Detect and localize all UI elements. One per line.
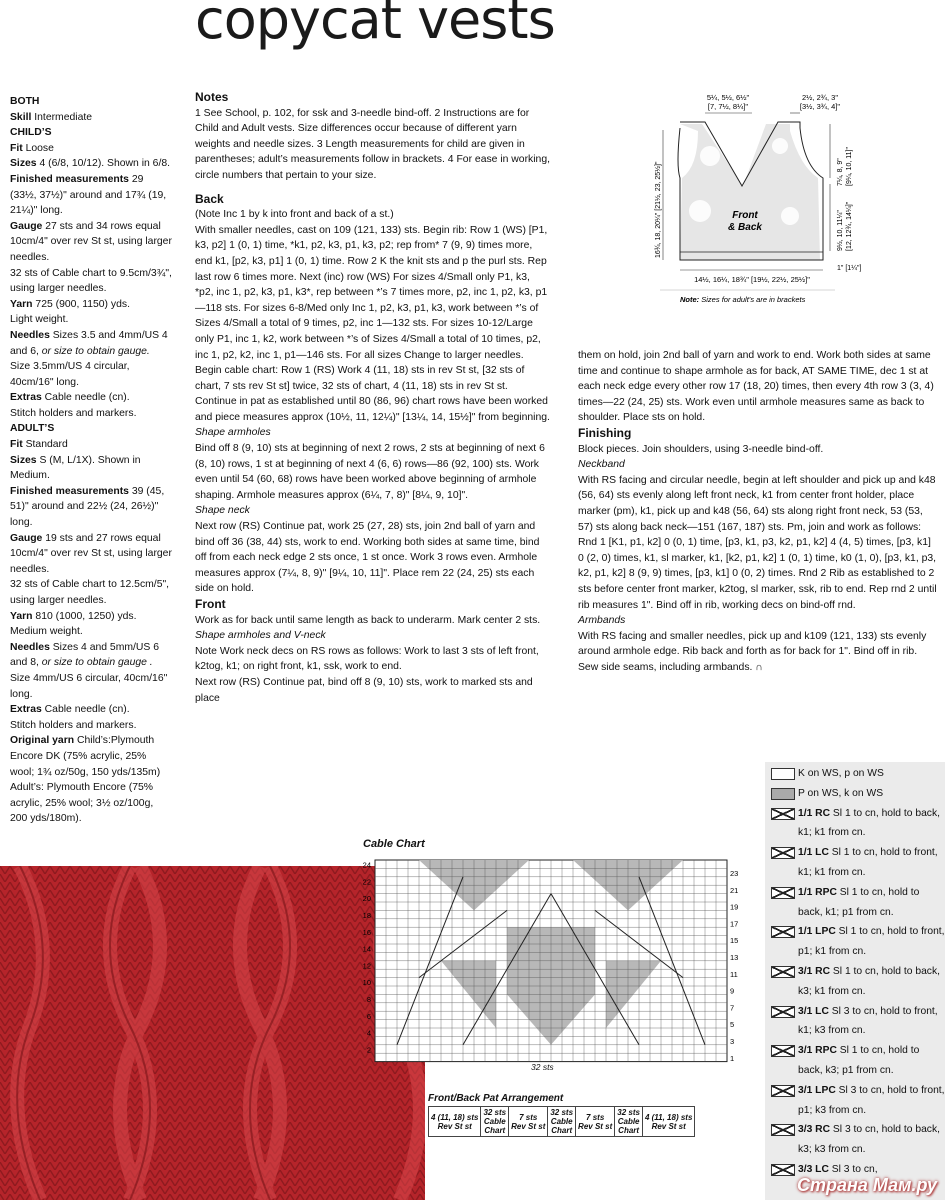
chart-tick-left: 6: [366, 1011, 371, 1021]
chart-tick-right: 1: [730, 1053, 735, 1063]
chart-tick-left: 8: [366, 994, 371, 1004]
legend-symbol: [771, 847, 795, 859]
arrangement-cell: 7 sts Rev St st: [576, 1107, 615, 1137]
legend-item: 3/3 LC Sl 3 to cn,: [771, 1160, 945, 1180]
adults-heading: ADULT’S: [10, 423, 55, 435]
legend-item: P on WS, k on WS: [771, 784, 945, 804]
svg-text:[7, 7½, 8¼]": [7, 7½, 8¼]": [707, 102, 749, 111]
legend-item: 1/1 RPC Sl 1 to cn, hold to back, k1; p1 from cn.: [771, 883, 945, 923]
page-title: copycat vests: [195, 0, 555, 51]
svg-text:[3½, 3¾, 4]": [3½, 3¾, 4]": [799, 102, 841, 111]
chart-tick-right: 17: [730, 919, 739, 929]
chart-tick-right: 11: [730, 969, 738, 979]
chart-tick-right: 21: [730, 885, 739, 895]
legend-symbol: [771, 1085, 795, 1097]
legend-symbol: [771, 768, 795, 780]
instructions-column: Notes 1 See School, p. 102, for ssk and 3-needle bind-off. 2 Instructions are for Child and Adult vests. Size differences occur because of different yarn weights and needle sizes. 3 Length measurements for child are given in parentheses; adult’s measurements follow in brackets. 4 For ease in working, circle numbers that pertain to your size. Back (Note Inc 1 by k into front and back of a st.) With smaller needles, cast on 109 (121, 133) sts. Begin rib: Row 1 (WS) [P1, k3, p2] 1 (0, 1) time, *k1, p2, k3, p1, k3, p2; rep from* 7 (9, 9) times more, end k1, [p2, k3, p1] 1 (0, 1) time. Row 2 K the knit sts and p the purl sts. Rep last row 6 times more. Next (inc) row (WS) For sizes 4/Small only P1, k3, *p2, inc 1, p2, k3, p1, k3*, rep between *’s 7 times more, p2, inc 1, p2, k3, p1—118 sts. For sizes 6-8/Med only Inc 1, p2, k3, p1, k3, work between *’s of Sizes 4/Small a total of 9 times, p2, inc 1—132 sts. For sizes 10-12/Large only P1, inc 1, k2, work between *’s of Sizes 4/Small a total of 10 times, p2, inc 1, p2, k2, inc 1, p1—146 sts. For all sizes Change to larger needles. Begin cable chart: Row 1 (RS) Work 4 (11, 18) sts in rev St st, [32 sts of chart, 7 sts rev St st] twice, 32 sts of chart, 4 (11, 18) sts in rev St st. Continue in pat as established until 80 (86, 96) chart rows have been worked and piece measures approx (10½, 11, 12¼)" [13¼, 14, 15½]" from beginning. Shape armholes Bind off 8 (9, 10) sts at beginning of next 2 rows, 2 sts at beginning of next 6 (8, 10) rows, 1 st at beginning of next 4 (6, 6) rows—86 (92, 100) sts. Work even until 54 (60, 68) rows have been worked above beginning of armhole shaping. Armhole measures approx (6¼, 7, 8)" [8¼, 9, 10]". Shape neck Next row (RS) Continue pat, work 25 (27, 28) sts, join 2nd ball of yarn and bind off 36 (38, 44) sts, work to end. Working both sides at same time, bind off from each neck edge 2 sts once, 1 st once. Work 3 rows even. Armhole measures approx (7¼, 8, 9)" [9¼, 10, 11]". Place rem 22 (24, 25) sts each side on hold. Front Work as for back until same length as back to underarm. Mark center 2 sts. Shape armholes and V-neck Note Work neck decs on RS rows as follows: Work to last 3 sts of left front, k2tog, k1; on right front, k1, ssk, work to end. Next row (RS) Continue pat, bind off 8 (9, 10) sts, work to marked sts and place: [195, 90, 550, 704]
svg-text:[12, 12¾, 14¼]": [12, 12¾, 14¼]": [846, 201, 853, 251]
legend-symbol: [771, 887, 795, 899]
neckband-heading: Neckband: [578, 459, 625, 471]
chart-tick-left: 20: [362, 894, 371, 904]
chart-tick-left: 12: [362, 961, 371, 971]
back-heading: Back: [195, 191, 224, 206]
chart-tick-left: 24: [362, 860, 371, 870]
svg-text:Front: Front: [732, 210, 758, 221]
chart-tick-left: 14: [362, 944, 371, 954]
arrangement-cell: 32 sts Cable Chart: [615, 1107, 643, 1137]
arrangement-cell: 32 sts Cable Chart: [481, 1107, 509, 1137]
legend-symbol: [771, 808, 795, 820]
materials-column: BOTH Skill Intermediate CHILD’S Fit Loose Sizes 4 (6/8, 10/12). Shown in 6/8. Finished measurements 29 (33½, 37½)" around and 17¾ (19, 21¼)" long. Gauge 27 sts and 34 rows equal 10cm/4" over rev St st, using larger needles. 32 sts of Cable chart to 9.5cm/3¾", using larger needles. Yarn 725 (900, 1150) yds. Light weight. Needles Sizes 3.5 and 4mm/US 4 and 6, or size to obtain gauge. Size 3.5mm/US 4 circular, 40cm/16" long. Extras Cable needle (cn). Stitch holders and markers. ADULT’S Fit Standard Sizes S (M, L/1X). Shown in Medium. Finished measurements 39 (45, 51)" around and 22½ (24, 26½)" long. Gauge 19 sts and 27 rows equal 10cm/4" over rev St st, using larger needles. 32 sts of Cable chart to 12.5cm/5", using larger needles. Yarn 810 (1000, 1250) yds. Medium weight. Needles Sizes 4 and 5mm/US 6 and 8, or size to obtain gauge . Size 4mm/US 6 circular, 40cm/16" long. Extras Cable needle (cn). Stitch holders and markers. Original yarn Child’s:Plymouth Encore DK (75% acrylic, 25% wool; 1¾ oz/50g, 150 yds/135m) Adult’s: Plymouth Encore (75% acrylic, 25% wool; 3½ oz/100g, 200 yds/180m).: [10, 96, 172, 825]
svg-text:14½, 16¼, 18¾" [19½, 22½, 25½]: 14½, 16¼, 18¾" [19½, 22½, 25½]": [694, 275, 810, 284]
front-heading: Front: [195, 597, 226, 611]
cable-chart-width-label: 32 sts: [531, 1062, 554, 1072]
legend-item: 3/1 LPC Sl 3 to cn, hold to front, p1; k3 from cn.: [771, 1081, 945, 1121]
armbands-heading: Armbands: [578, 615, 626, 627]
legend-item: 1/1 LC Sl 1 to cn, hold to front, k1; k1 from cn.: [771, 843, 945, 883]
svg-text:[9¼, 10, 11]": [9¼, 10, 11]": [846, 147, 853, 186]
chart-tick-right: 19: [730, 902, 739, 912]
childs-heading: CHILD’S: [10, 127, 52, 139]
legend-item: 1/1 LPC Sl 1 to cn, hold to front, p1; k1 from cn.: [771, 922, 945, 962]
legend-symbol: [771, 926, 795, 938]
shape-armholes-vneck-heading: Shape armholes and V-neck: [195, 630, 326, 642]
svg-text:9½, 10, 11¼": 9½, 10, 11¼": [837, 210, 844, 251]
arrangement-cell: 32 sts Cable Chart: [548, 1107, 576, 1137]
finishing-column: them on hold, join 2nd ball of yarn and work to end. Work both sides at same time and continue to shape armhole as for back, AT SAME TIME, dec 1 st at each neck edge every other row 17 (18, 20) times, then every 4th row 3 (3, 4) times—22 (24, 25) sts. Work even until armhole measures same as back to shoulder. Place sts on hold. Finishing Block pieces. Join shoulders, using 3-needle bind-off. Neckband With RS facing and circular needle, begin at left shoulder and pick up and k48 (56, 64) sts evenly along left front neck, k1 from center front holder, place marker (pm), k1, pick up and k48 (56, 64) sts along right front neck, 53 (53, 57) sts along back neck—151 (167, 187) sts. Pm, join and work as follows: Rnd 1 [K1, p1, k2] 0 (0, 1) time, [p3, k1, p3, k2, p1, k2] 4 (4, 5) times, [p3, k1] 0 (2, 0) times, k1, sl marker, k1, [k2, p1, k2] 1 (0, 1) time, k0 (1, 0), [p3, k1, p3, k2, p1, k2] 8 (9, 9) times, [p3, k1] 0 (0, 2) times. Rnd 2 Rib as established to 2 sts before center front marker, k2tog, sl marker, ssk, rib to end. Rep rnd 2 until rib measures 1". Bind off in rib, working decs on bind-off rnd. Armbands With RS facing and smaller needles, pick up and k109 (121, 133) sts evenly around armhole edge. Rib back and forth as for back for 1". Bind off in rib. Sew side seams, including armbands. ∩: [578, 350, 937, 673]
legend-item: K on WS, p on WS: [771, 764, 945, 784]
pattern-arrangement: [428, 1093, 728, 1137]
legend-item: 3/1 RPC Sl 1 to cn, hold to back, k3; p1 from cn.: [771, 1041, 945, 1081]
chart-tick-left: 10: [362, 978, 371, 988]
svg-text:1" [1¼"]: 1" [1¼"]: [837, 265, 862, 272]
legend-item: 3/1 LC Sl 3 to cn, hold to front, k1; k3 from cn.: [771, 1002, 945, 1042]
chart-tick-left: 2: [366, 1045, 371, 1055]
chart-tick-right: 13: [730, 952, 739, 962]
legend-symbol: [771, 1045, 795, 1057]
legend-symbol: [771, 1164, 795, 1176]
svg-text:5¼, 5½, 6½": 5¼, 5½, 6½": [706, 93, 750, 102]
svg-text:7¼, 8, 9": 7¼, 8, 9": [837, 158, 844, 186]
cable-chart-title: Cable Chart: [363, 838, 425, 850]
legend-symbol: [771, 788, 795, 800]
arrangement-title: Front/Back Pat Arrangement: [428, 1093, 564, 1104]
chart-tick-right: 9: [730, 986, 735, 996]
arrangement-cell: 4 (11, 18) sts Rev St st: [429, 1107, 481, 1137]
svg-text:2½, 2¾, 3": 2½, 2¾, 3": [801, 93, 839, 102]
chart-tick-right: 7: [730, 1003, 735, 1013]
arrangement-cell: 4 (11, 18) sts Rev St st: [642, 1107, 694, 1137]
cable-chart-grid: [345, 852, 743, 1077]
svg-text:Note: Sizes for adult’s are in: Note: Sizes for adult’s are in brackets: [680, 295, 806, 304]
legend-symbol: [771, 1006, 795, 1018]
svg-text:16¾, 18, 20¼" [21½, 23, 25½]": 16¾, 18, 20¼" [21½, 23, 25½]": [655, 161, 662, 258]
chart-tick-left: 22: [362, 877, 371, 887]
finishing-heading: Finishing: [578, 425, 632, 440]
chart-tick-left: 18: [362, 910, 371, 920]
chart-tick-right: 15: [730, 936, 739, 946]
cable-chart: [345, 838, 743, 1078]
legend-symbol: [771, 1124, 795, 1136]
watermark: Страна Мам.ру: [797, 1175, 937, 1195]
shape-armholes-heading: Shape armholes: [195, 427, 271, 439]
chart-tick-left: 16: [362, 927, 371, 937]
legend-symbol: [771, 966, 795, 978]
arrangement-table: [428, 1106, 695, 1137]
chart-legend: [765, 762, 945, 1200]
notes-heading: Notes: [195, 90, 229, 104]
chart-tick-right: 5: [730, 1020, 735, 1030]
legend-item: 1/1 RC Sl 1 to cn, hold to back, k1; k1 from cn.: [771, 804, 945, 844]
chart-tick-right: 3: [730, 1036, 735, 1046]
both-heading: BOTH: [10, 96, 40, 107]
chart-tick-right: 23: [730, 868, 739, 878]
legend-item: 3/3 RC Sl 3 to cn, hold to back, k3; k3 from cn.: [771, 1120, 945, 1160]
svg-text:& Back: & Back: [728, 222, 762, 233]
legend-item: 3/1 RC Sl 1 to cn, hold to back, k3; k1 from cn.: [771, 962, 945, 1002]
vest-schematic: [640, 86, 880, 320]
arrangement-cell: 7 sts Rev St st: [509, 1107, 548, 1137]
shape-neck-heading: Shape neck: [195, 505, 250, 517]
chart-tick-left: 4: [366, 1028, 371, 1038]
